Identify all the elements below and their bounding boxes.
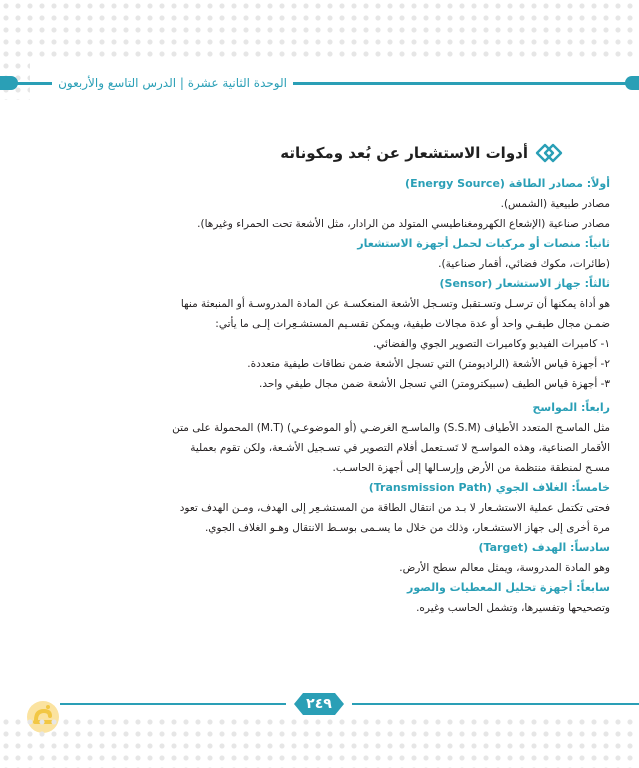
text-line: فحتى تكتمل عملية الاستشـعار لا بـد من انتقال الطاقة من المستشـعِر إلى الهدف، ومـن الهدف تعود [179,502,610,514]
text-line: هو أداة يمكنها أن ترسـل وتسـتقبل وتسـجل الأشعة المنعكسـة عن المادة المدروسـة أو المنبعثة منها [180,298,610,310]
section-heading-target: سادساً: الهدف (Target) [478,541,610,554]
header-cap-left [0,76,18,90]
list-item: ٢- أجهزة قياس الأشعة (الراديومتر) التي تسجل الأشعة ضمن نطاقات طيفية متعددة. [247,358,610,370]
text-line: وهو المادة المدروسة، ويمثل معالم سطح الأرض. [399,562,610,574]
footer-rule-right [352,703,639,705]
header-cap-right [625,76,639,90]
section-title-row [30,140,610,166]
list-item: ١- كاميرات الفيديو وكاميرات التصوير الجوي والفضائي. [372,338,610,350]
text-line: مثل الماسـح المتعدد الأطياف (S.S.M) والماسـح الغرضـي (أو الموضوعـي) (M.T) المحمولة على متن [172,422,610,434]
text-line: الأقمار الصناعية، وهذه المواسـح لا تَسـتعمل أفلام التصوير في تسـجيل الأشـعة، ولكن تقوم بعملية [190,442,610,454]
footer-rule-left [60,703,286,705]
section-heading-transmission-path: خامساً: الغلاف الجوي (Transmission Path) [368,481,610,494]
section-heading-analysis: سابعاً: أجهزة تحليل المعطيات والصور [407,581,610,594]
text-line: مرة أخرى إلى جهاز الاستشـعار، وذلك من خلال ما يسـمى بوسـط الانتقال وهـو الغلاف الجوي. [204,522,610,534]
top-dot-pattern [0,0,639,60]
page-title: أدوات الاستشعار عن بُعد ومكوناته [280,144,528,162]
section-heading-sensor: ثالثاً: جهاز الاستشعار (Sensor) [439,277,610,290]
publisher-logo [26,700,60,734]
list-item: ٣- أجهزة قياس الطيف (سبيكترومتر) التي تسجل الأشعة ضمن مجال طيفي واحد. [259,378,610,390]
text-line: مسـح لمنطقة منتظمة من الأرض وإرسـالها إلى أجهزة الحاسـب. [332,462,610,474]
text-line: (طائرات، مكوك فضائي، أقمار صناعية). [438,258,610,270]
double-diamond-icon [534,142,564,164]
text-line: ضمـن مجال طيفـي واحد أو عدة مجالات طيفية، ويمكن تقسـيم المستشـعِرات إلـى ما يأتي: [215,318,610,330]
text-line: وتصحيحها وتفسيرها، وتشمل الحاسب وغيره. [416,602,610,614]
page-number: ٢٤٩ [306,696,332,712]
bottom-dot-pattern [0,716,639,768]
text-line: مصادر طبيعية (الشمس). [500,198,610,210]
breadcrumb: الوحدة الثانية عشرة | الدرس التاسع والأربعون [52,76,293,90]
section-heading-scanners: رابعاً: المواسح [532,401,610,414]
section-heading-platforms: ثانياً: منصات أو مركبات لحمل أجهزة الاستشعار [357,237,610,250]
text-line: مصادر صناعية (الإشعاع الكهرومغناطيسي المتولد من الرادار، مثل الأشعة تحت الحمراء وغيرها). [197,218,610,230]
section-heading-energy-source: أولاً: مصادر الطاقة (Energy Source) [405,177,610,190]
page-content [30,140,610,618]
footer [0,692,639,716]
